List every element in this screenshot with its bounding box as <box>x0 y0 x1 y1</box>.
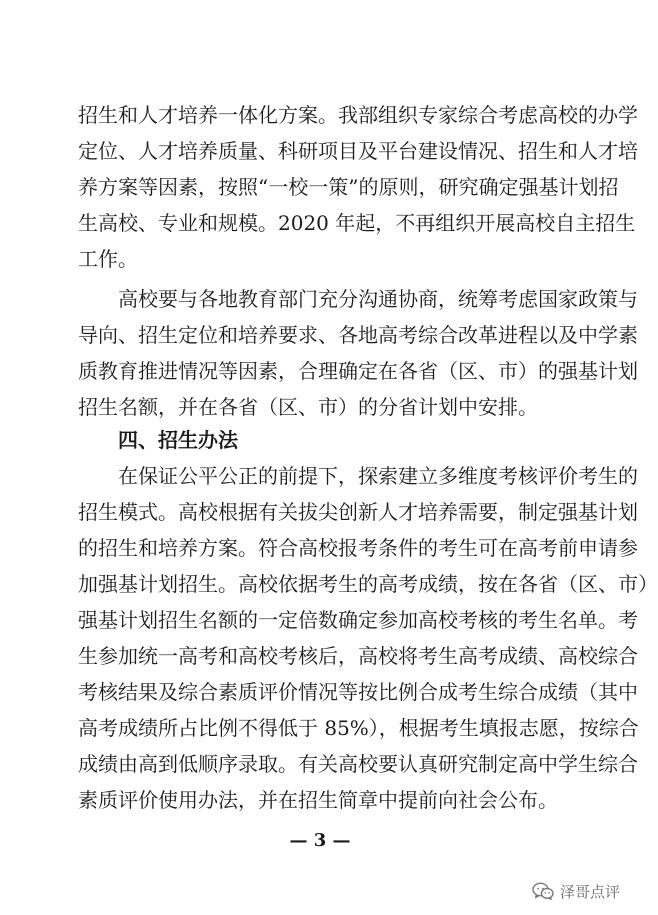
paragraph-line: 强基计划招生名额的一定倍数确定参加高校考核的考生名单。考 <box>78 608 638 632</box>
paragraph-line: 招生名额，并在各省（区、市）的分省计划中安排。 <box>78 395 538 419</box>
wechat-icon <box>532 882 554 900</box>
watermark-text: 泽哥点评 <box>559 882 620 901</box>
paragraph-line: 招生和人才培养一体化方案。我部组织专家综合考虑高校的办学 <box>78 103 638 127</box>
paragraph-line: 生高校、专业和规模。2020 年起，不再组织开展高校自主招生 <box>78 211 636 235</box>
paragraph-line: 导向、招生定位和培养要求、各地高考综合改革进程以及中学素 <box>78 323 638 347</box>
paragraph-line: 的招生和培养方案。符合高校报考条件的考生可在高考前申请参 <box>78 536 638 560</box>
paragraph-line: 工作。 <box>78 247 138 271</box>
paragraph-line: 高考成绩所占比例不得低于 85%），根据考生填报志愿，按综合 <box>78 716 639 740</box>
paragraph-line: 高校要与各地教育部门充分沟通协商，统筹考虑国家政策与 <box>118 287 638 311</box>
paragraph-line: 质教育推进情况等因素，合理确定在各省（区、市）的强基计划 <box>78 359 638 383</box>
paragraph-line: 在保证公平公正的前提下，探索建立多维度考核评价考生的 <box>118 464 638 488</box>
paragraph-line: 素质评价使用办法，并在招生简章中提前向社会公布。 <box>78 788 558 812</box>
paragraph-line: 定位、人才培养质量、科研项目及平台建设情况、招生和人才培 <box>78 139 638 163</box>
paragraph-line: 生参加统一高考和高校考核后，高校将考生高考成绩、高校综合 <box>78 644 638 668</box>
paragraph-line: 考核结果及综合素质评价情况等按比例合成考生综合成绩（其中 <box>78 680 638 704</box>
paragraph-line: 养方案等因素，按照“一校一策”的原则，研究确定强基计划招 <box>78 175 619 199</box>
paragraph-line: 招生模式。高校根据有关拔尖创新人才培养需要，制定强基计划 <box>78 500 638 524</box>
page-number: — 3 — <box>289 830 351 851</box>
watermark <box>532 880 620 902</box>
paragraph-line: 加强基计划招生。高校依据考生的高考成绩，按在各省（区、市） <box>78 572 658 596</box>
paragraph-line: 成绩由高到低顺序录取。有关高校要认真研究制定高中学生综合 <box>78 752 638 776</box>
section-heading: 四、招生办法 <box>118 428 238 452</box>
